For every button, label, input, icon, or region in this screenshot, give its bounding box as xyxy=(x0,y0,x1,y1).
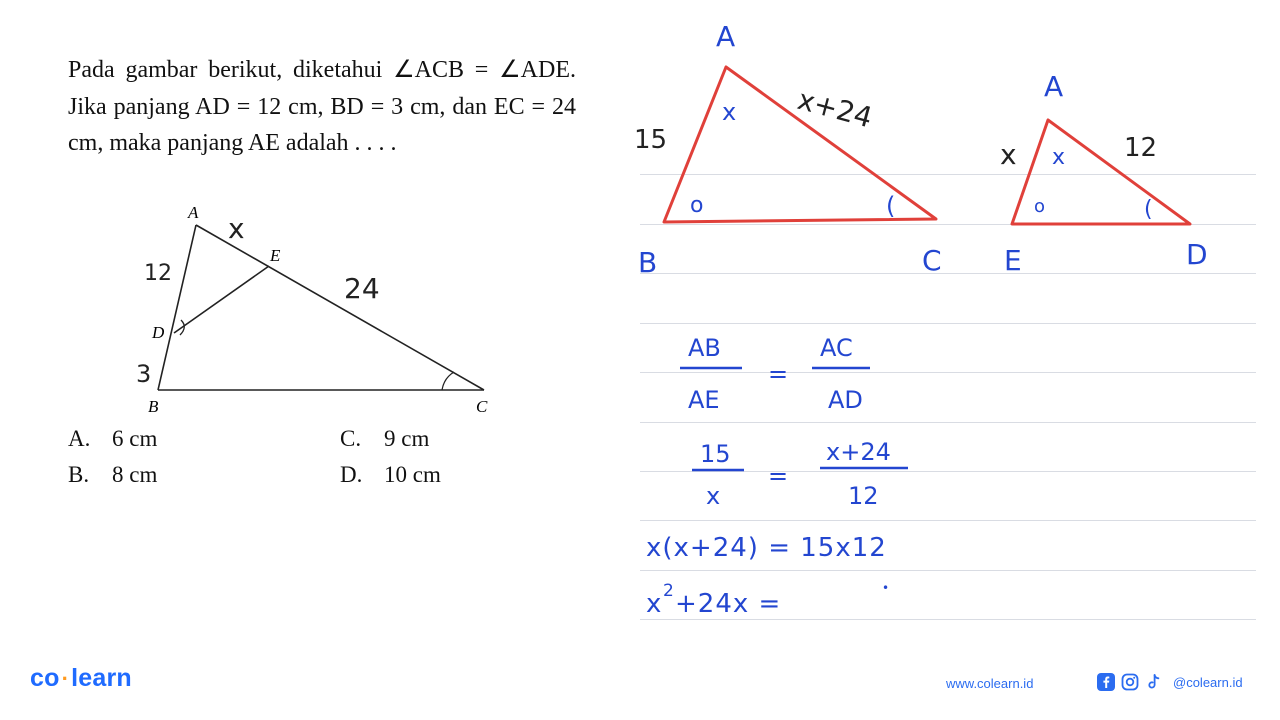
small-angle-A: x xyxy=(1052,145,1066,170)
big-label-A: A xyxy=(716,20,736,53)
colearn-logo[interactable] xyxy=(30,664,132,693)
frac2-lhs-den: x xyxy=(706,482,721,510)
frac2-rhs-num: x+24 xyxy=(826,438,891,466)
frac2-rhs-den: 12 xyxy=(848,482,879,510)
handwritten-x: x xyxy=(228,212,245,245)
small-side-12: 12 xyxy=(1124,133,1158,163)
small-angle-D: ( xyxy=(1144,197,1153,222)
equation-4-rest: +24x = xyxy=(675,589,782,619)
label-D: D xyxy=(152,323,165,342)
big-label-C: C xyxy=(922,244,942,277)
option-c-letter: C. xyxy=(340,426,362,451)
small-angle-E: o xyxy=(1034,196,1046,217)
label-C: C xyxy=(476,397,488,416)
label-E: E xyxy=(270,246,281,265)
option-b-letter: B. xyxy=(68,462,90,487)
handwritten-3: 3 xyxy=(136,360,152,388)
social-links xyxy=(1097,673,1243,691)
label-B: B xyxy=(148,397,159,416)
frac1-rhs-den: AD xyxy=(828,386,863,414)
option-a-value: 6 cm xyxy=(112,426,158,451)
big-angle-A: x xyxy=(722,98,737,126)
frac2-equals: = xyxy=(768,462,789,490)
frac1-equals: = xyxy=(768,360,789,388)
social-handle[interactable]: @colearn.id xyxy=(1173,674,1243,690)
label-A: A xyxy=(188,203,199,222)
brand-dot: · xyxy=(61,666,70,691)
facebook-icon[interactable] xyxy=(1097,673,1115,691)
option-d-value: 10 cm xyxy=(384,462,441,487)
stray-dot: • xyxy=(882,581,890,595)
frac1-lhs-num: AB xyxy=(688,334,721,362)
handwritten-12: 12 xyxy=(144,261,172,286)
equation-4-base: x xyxy=(646,589,662,619)
option-d-letter: D. xyxy=(340,462,363,487)
frac1-rhs-num: AC xyxy=(820,334,853,362)
option-b-value: 8 cm xyxy=(112,462,158,487)
big-angle-C: ( xyxy=(886,192,896,220)
big-side-15: 15 xyxy=(634,125,668,155)
instagram-icon[interactable] xyxy=(1121,673,1139,691)
brand-part-b: learn xyxy=(71,664,132,692)
problem-text: Pada gambar berikut, diketahui ∠ACB = ∠ADE. Jika panjang AD = 12 cm, BD = 3 cm, dan EC = 24 cm, maka panjang AE adalah . . . . xyxy=(68,57,576,156)
website-link[interactable]: www.colearn.id xyxy=(946,676,1034,691)
equation-4-exponent: 2 xyxy=(663,581,674,601)
big-label-B: B xyxy=(638,246,658,279)
handwritten-24: 24 xyxy=(344,272,380,305)
frac1-lhs-den: AE xyxy=(688,386,720,414)
equation-3: x(x+24) = 15x12 xyxy=(646,533,887,563)
small-label-E: E xyxy=(1004,244,1022,277)
brand-part-a: co xyxy=(30,664,60,692)
big-angle-B: o xyxy=(690,193,704,218)
big-side-x24: x+24 xyxy=(794,82,876,135)
small-label-A: A xyxy=(1044,70,1064,103)
option-a-letter: A. xyxy=(68,426,91,451)
tiktok-icon[interactable] xyxy=(1145,673,1163,691)
option-c-value: 9 cm xyxy=(384,426,430,451)
small-label-D: D xyxy=(1186,238,1208,271)
frac2-lhs-num: 15 xyxy=(700,440,731,468)
small-side-x: x xyxy=(1000,138,1017,171)
